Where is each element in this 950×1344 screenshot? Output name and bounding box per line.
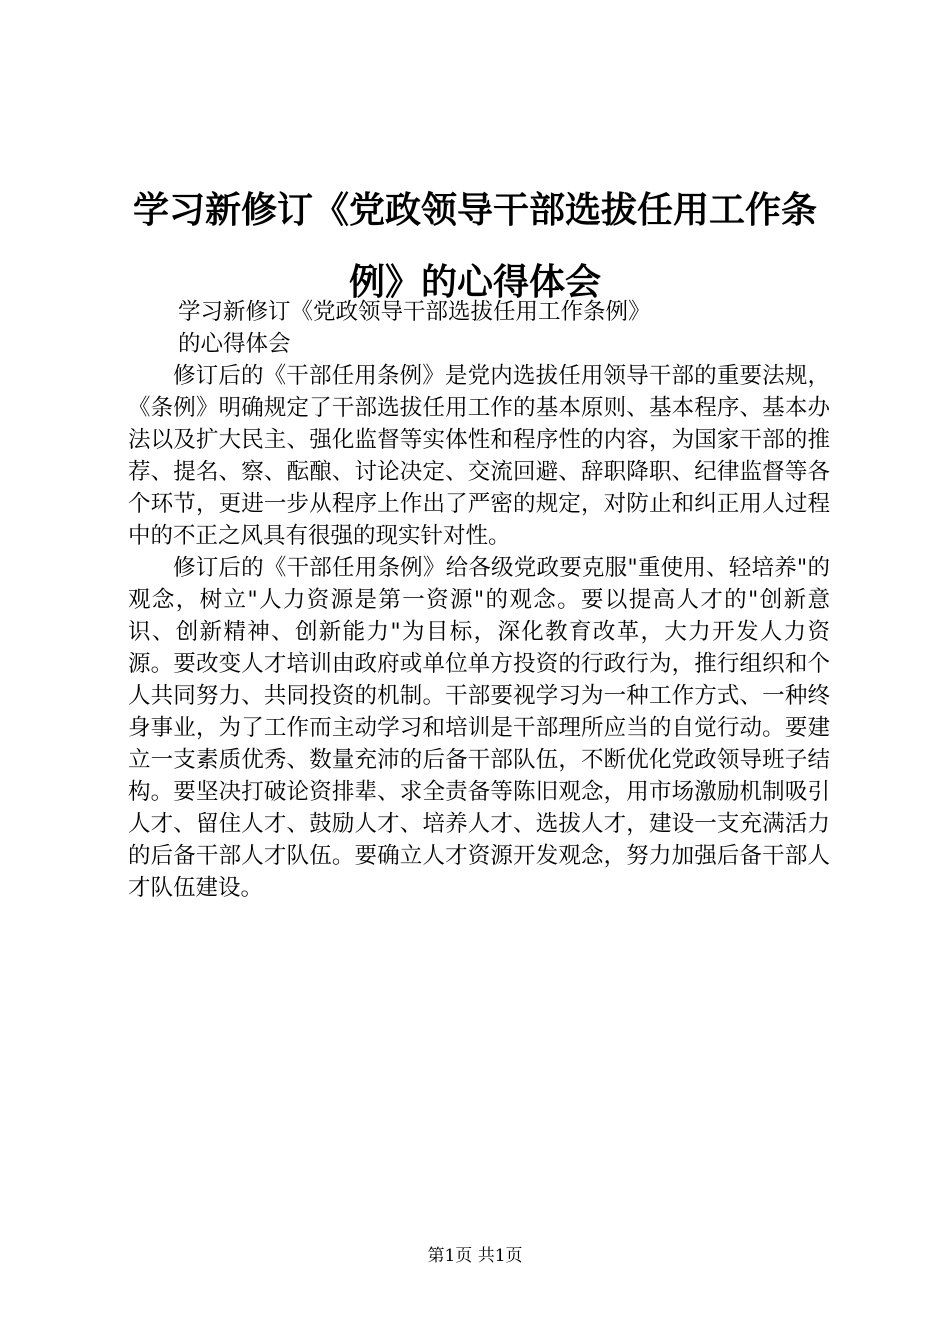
subtitle-line-1: 学习新修订《党政领导干部选拔任用工作条例》 bbox=[178, 299, 651, 325]
document-body bbox=[128, 296, 830, 904]
title-line-2: 例》的心得体会 bbox=[348, 261, 601, 303]
paragraph-2: 修订后的《干部任用条例》给各级党政要克服"重使用、轻培养"的观念，树立"人力资源是第一资源"的观念。要以提高人才的"创新意识、创新精神、创新能力"为目标，深化教育改革，大力开发人力资源。要改变人才培训由政府或单位单方投资的行政行为，推行组织和个人共同努力、共同投资的机制。干部要视学习为一种工作方式、一种终身事业，为了工作而主动学习和培训是干部理所应当的自觉行动。要建立一支素质优秀、数量充沛的后备干部队伍，不断优化党政领导班子结构。要坚决打破论资排辈、求全责备等陈旧观念，用市场激励机制吸引人才、留住人才、鼓励人才、培养人才、选拔人才，建设一支充满活力的后备干部人才队伍。要确立人才资源开发观念，努力加强后备干部人才队伍建设。 bbox=[128, 555, 830, 901]
page-footer: 第1页 共1页 bbox=[427, 1246, 523, 1266]
subtitle-line-2: 的心得体会 bbox=[178, 331, 291, 357]
paragraph-1: 修订后的《干部任用条例》是党内选拔任用领导干部的重要法规，《条例》明确规定了干部选拔任用工作的基本原则、基本程序、基本办法以及扩大民主、强化监督等实体性和程序性的内容，为国家干部的推荐、提名、察、酝酿、讨论决定、交流回避、辞职降职、纪律监督等各个环节，更进一步从程序上作出了严密的规定，对防止和纠正用人过程中的不正之风具有很强的现实针对性。 bbox=[128, 363, 830, 549]
title-line-1: 学习新修订《党政领导干部选拔任用工作条 bbox=[132, 189, 817, 231]
